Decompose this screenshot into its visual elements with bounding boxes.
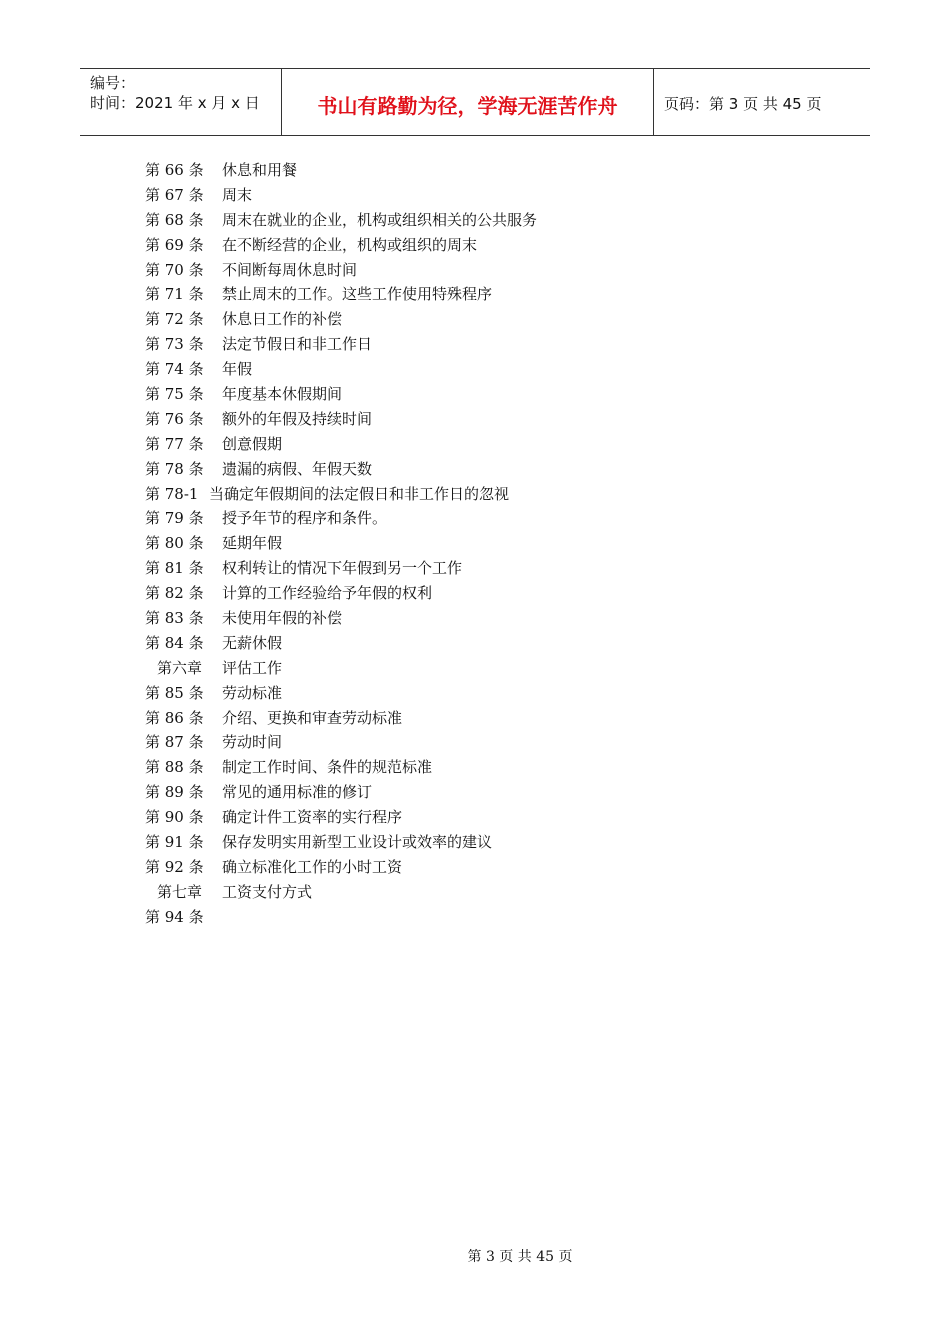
toc-item-title: 确立标准化工作的小时工资 [222,857,403,876]
toc-item [145,855,825,880]
toc-item [145,631,825,656]
toc-item-title: 创意假期 [222,434,283,453]
toc-item [145,307,825,332]
toc-item-title: 计算的工作经验给予年假的权利 [222,584,433,603]
toc-item [145,233,825,258]
toc-item-title: 法定节假日和非工作日 [222,335,373,354]
toc-item [145,730,825,755]
toc-item [145,158,825,183]
toc-item-number: 第 77 条 [145,434,204,453]
toc-item-title: 额外的年假及持续时间 [222,409,373,428]
toc-item-number: 第 86 条 [145,708,204,727]
toc-item [145,706,825,731]
toc-chapter-number: 第七章 [157,882,203,901]
toc-item-title: 劳动标准 [222,683,283,702]
toc-item [145,905,825,930]
toc-item-number: 第 75 条 [145,385,204,404]
toc-chapter [145,880,825,905]
toc-item [145,457,825,482]
toc-item [145,780,825,805]
toc-item-title: 介绍、更换和审查劳动标准 [222,708,403,727]
toc-item [145,407,825,432]
toc-item-number: 第 82 条 [145,584,204,603]
toc-item-number: 第 91 条 [145,833,204,852]
document-time-label: 时间：2021 年 x 月 x 日 [90,94,260,112]
toc-item [145,531,825,556]
toc-item-title: 禁止周末的工作。这些工作使用特殊程序 [222,285,493,304]
toc-item-title: 保存发明实用新型工业设计或效率的建议 [222,833,493,852]
toc-item-number: 第 84 条 [145,633,204,652]
toc-item-number: 第 78 条 [145,459,204,478]
toc-item [145,382,825,407]
page-footer: 第 3 页 共 45 页 [467,1249,573,1265]
toc-item-number: 第 71 条 [145,285,204,304]
toc-item-number: 第 94 条 [145,907,204,926]
toc-item-title: 不间断每周休息时间 [222,260,358,279]
toc-item [145,332,825,357]
toc-item [145,805,825,830]
toc-item-number: 第 73 条 [145,335,204,354]
toc-item-title: 未使用年假的补偿 [222,609,343,628]
toc-item [145,183,825,208]
toc-item [145,556,825,581]
toc-item-number: 第 79 条 [145,509,204,528]
toc-item-title: 常见的通用标准的修订 [222,783,373,802]
toc-item-number: 第 81 条 [145,559,204,578]
document-number-label: 编号： [90,74,136,92]
toc-item-number: 第 80 条 [145,534,204,553]
toc-item-number: 第 88 条 [145,758,204,777]
toc-chapter [145,656,825,681]
toc-item-title: 周末 [222,185,253,204]
toc-item [145,357,825,382]
toc-chapter-number: 第六章 [157,658,203,677]
toc-item-number: 第 92 条 [145,857,204,876]
toc-item-number: 第 76 条 [145,409,204,428]
toc-item-number: 第 90 条 [145,808,204,827]
toc-item-number: 第 85 条 [145,683,204,702]
toc-item-number: 第 69 条 [145,235,204,254]
toc-item-title: 授予年节的程序和条件。 [222,509,388,528]
toc-item-title: 无薪休假 [222,633,283,652]
toc-item-title: 制定工作时间、条件的规范标准 [222,758,433,777]
page-header [80,68,870,136]
toc-item-title: 当确定年假期间的法定假日和非工作日的忽视 [209,484,510,503]
toc-item [145,606,825,631]
toc-item-number: 第 74 条 [145,360,204,379]
toc-item-title: 年假 [222,360,253,379]
toc-item-number: 第 72 条 [145,310,204,329]
toc-chapter-title: 工资支付方式 [222,882,313,901]
toc-item-number: 第 89 条 [145,783,204,802]
table-of-contents [145,158,825,930]
toc-chapter-title: 评估工作 [222,658,283,677]
toc-item-number: 第 68 条 [145,210,204,229]
toc-item [145,830,825,855]
toc-item-title: 年度基本休假期间 [222,385,343,404]
toc-item [145,755,825,780]
toc-item-title: 权利转让的情况下年假到另一个工作 [222,559,463,578]
header-meta [80,69,282,135]
toc-item [145,208,825,233]
toc-item-number: 第 66 条 [145,161,204,179]
toc-item-number: 第 83 条 [145,609,204,628]
toc-item-title: 确定计件工资率的实行程序 [222,808,403,827]
toc-item-number: 第 70 条 [145,260,204,279]
toc-item [145,282,825,307]
toc-item-title: 延期年假 [222,534,283,553]
toc-item [145,258,825,283]
header-motto: 书山有路勤为径，学海无涯苦作舟 [282,69,654,135]
toc-item [145,506,825,531]
toc-item-title: 在不断经营的企业，机构或组织的周末 [222,235,478,254]
toc-item-title: 休息日工作的补偿 [222,310,343,329]
header-page-label: 页码：第 3 页 共 45 页 [664,94,822,113]
toc-item-title: 休息和用餐 [222,161,298,179]
toc-item [145,432,825,457]
toc-item-title: 周末在就业的企业，机构或组织相关的公共服务 [222,210,538,229]
toc-item [145,581,825,606]
toc-item [145,681,825,706]
toc-item-title: 劳动时间 [222,733,283,752]
toc-item-title: 遗漏的病假、年假天数 [222,459,373,478]
toc-item [145,482,825,507]
toc-item-number: 第 67 条 [145,185,204,204]
toc-item-number: 第 87 条 [145,733,204,752]
toc-item-number: 第 78-1 [145,484,199,503]
